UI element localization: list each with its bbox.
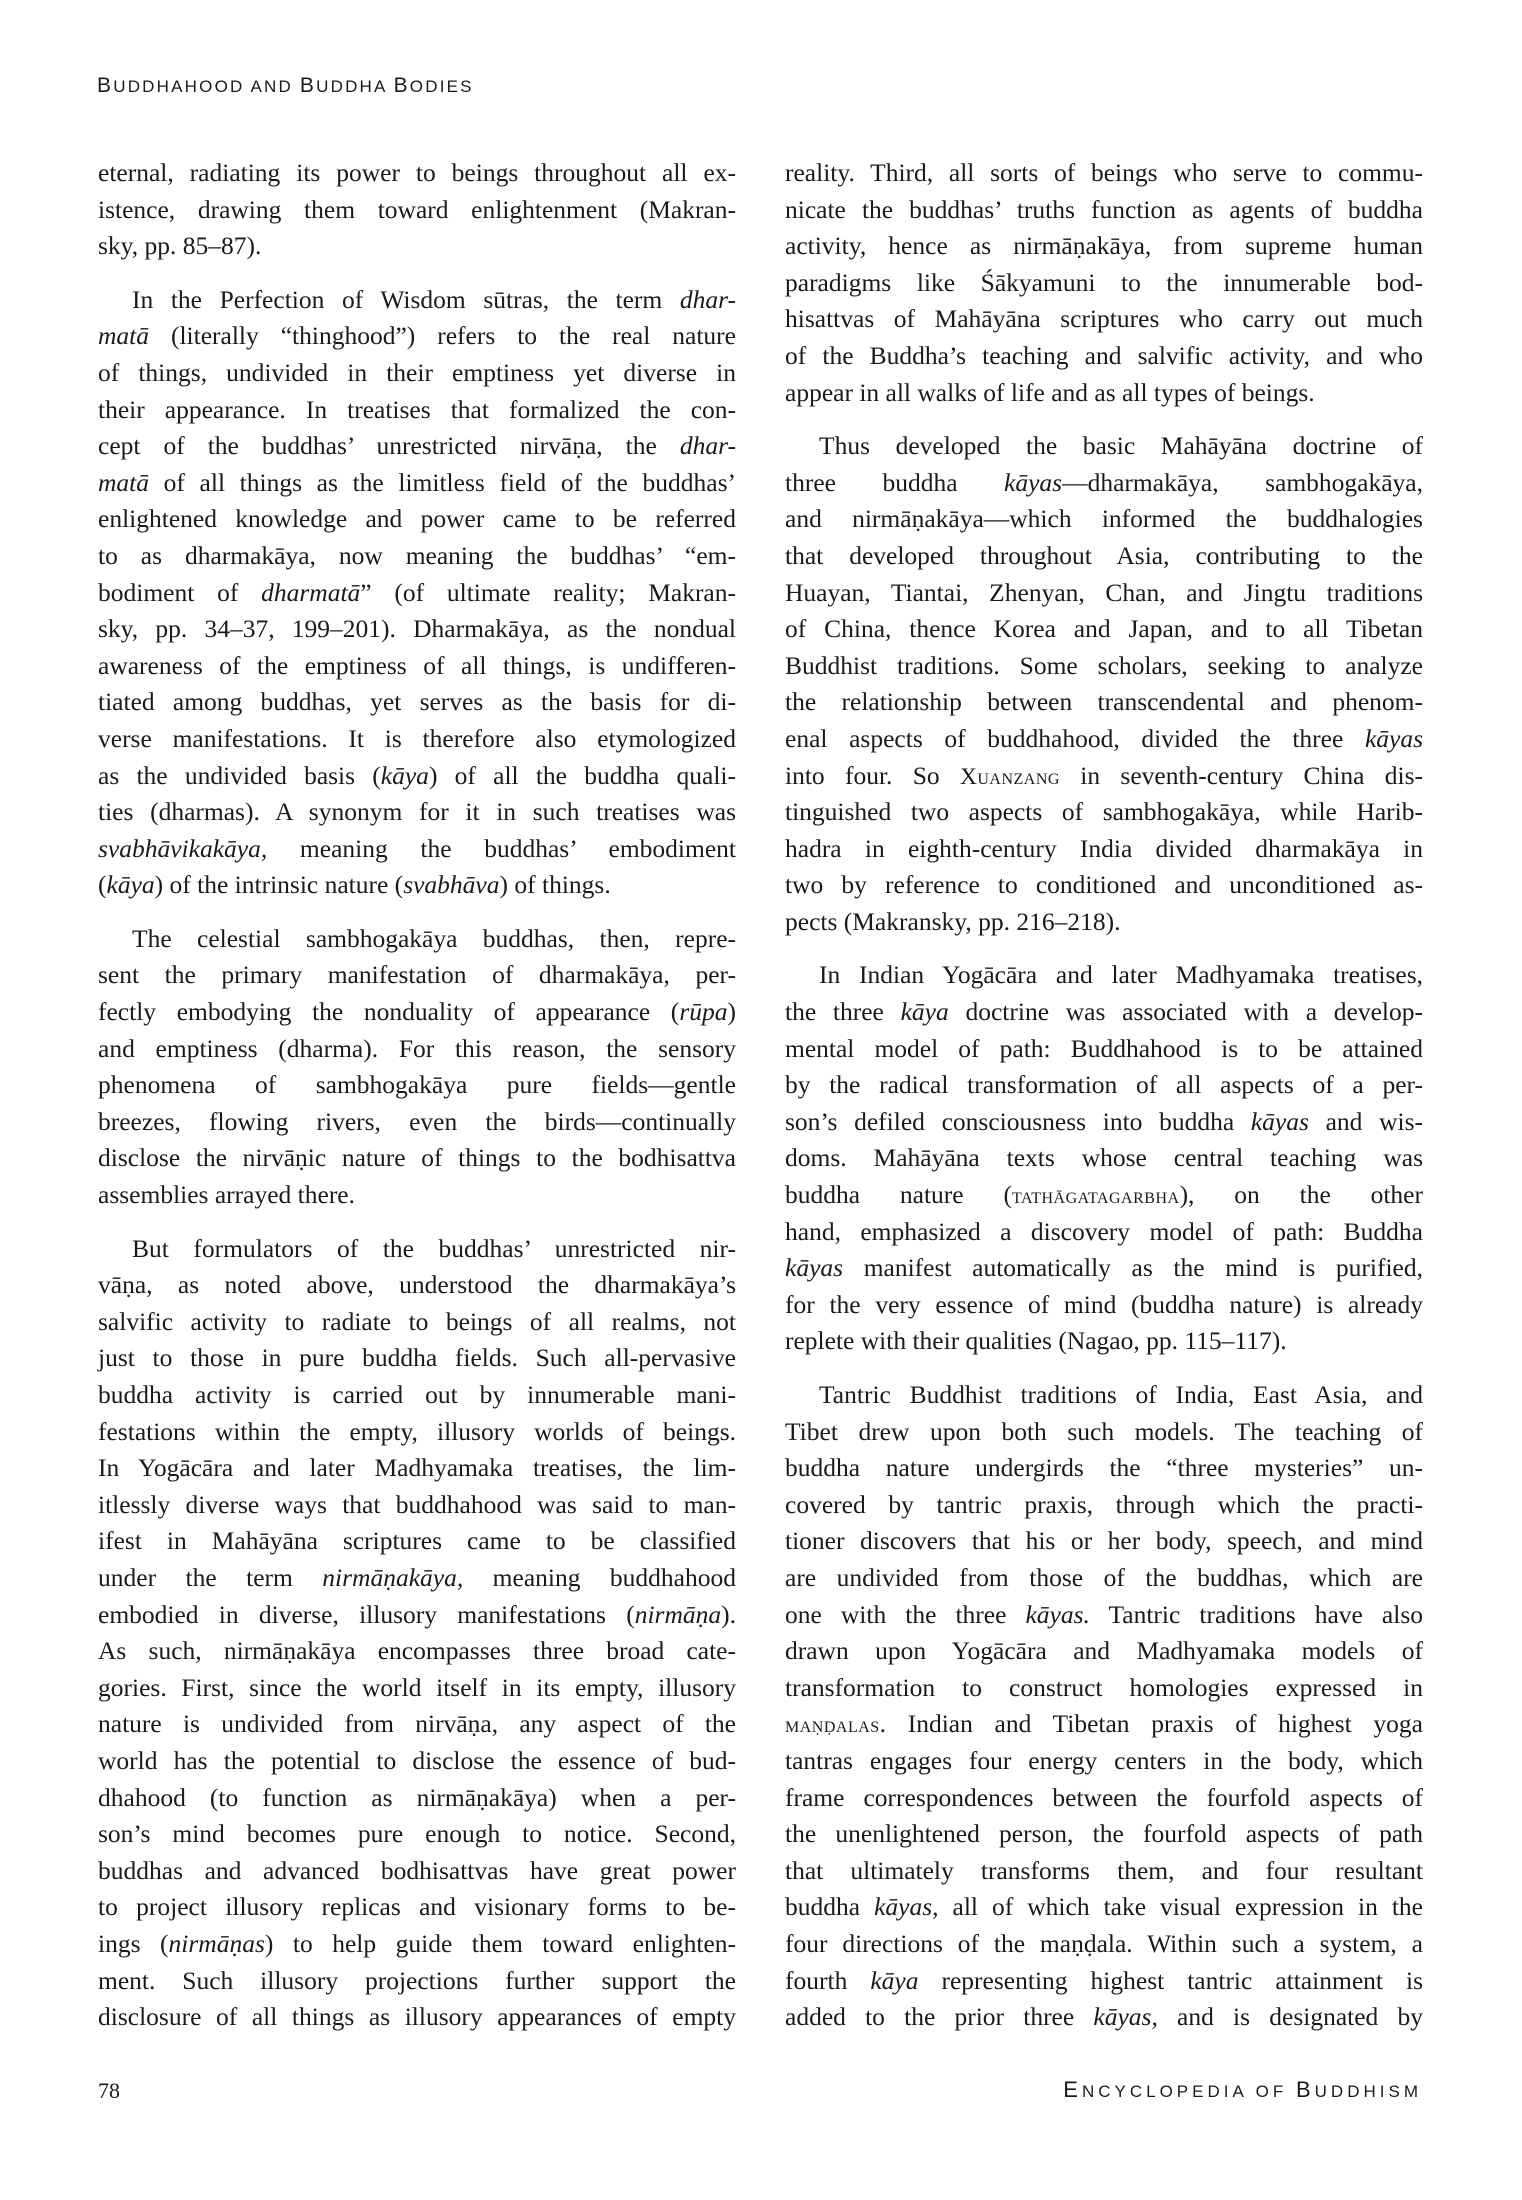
text-line: embodied in diverse, illusory manifestations (nirmāṇa). xyxy=(98,1599,736,1629)
text-line: as the undivided basis (kāya) of all the buddha quali- xyxy=(98,760,737,790)
running-head-text xyxy=(97,74,474,97)
text-line: fectly embodying the nonduality of appearance (rūpa) xyxy=(98,997,736,1027)
paragraph xyxy=(98,1231,736,2036)
text-line: enal aspects of buddhahood, divided the three kāyas xyxy=(785,723,1423,753)
heading-word: BODIES xyxy=(393,74,474,97)
text-line: hadra in eighth-century India divided dharmakāya in xyxy=(785,833,1423,863)
text-line: awareness of the emptiness of all things, is undifferen- xyxy=(98,650,736,680)
text-line: buddhas and advanced bodhisattvas have great power xyxy=(98,1855,736,1885)
text-line: paradigms like Śākyamuni to the innumerable bod- xyxy=(785,267,1423,297)
paragraph xyxy=(785,1377,1423,2036)
left-column xyxy=(98,155,736,2053)
text-line: replete with their qualities (Nagao, pp. 115–117). xyxy=(785,1326,1287,1356)
text-line: sky, pp. 34–37, 199–201). Dharmakāya, as the nondual xyxy=(98,614,736,644)
text-line: that developed throughout Asia, contributing to the xyxy=(785,540,1423,570)
text-line: assemblies arrayed there. xyxy=(98,1180,356,1210)
text-line: buddha kāyas, all of which take visual expression in the xyxy=(785,1892,1423,1922)
publication-title xyxy=(1063,2077,1422,2103)
text-line: that ultimately transforms them, and four resultant xyxy=(785,1855,1423,1885)
text-line: hisattvas of Mahāyāna scriptures who carry out much xyxy=(785,304,1423,334)
text-line: Huayan, Tiantai, Zhenyan, Chan, and Jingtu traditions xyxy=(785,577,1423,607)
paragraph xyxy=(785,428,1423,940)
text-line: into four. So Xuanzang in seventh-century China dis- xyxy=(785,760,1423,790)
paragraph xyxy=(98,282,736,904)
text-line: and emptiness (dharma). For this reason, the sensory xyxy=(98,1033,736,1063)
text-line: one with the three kāyas. Tantric traditions have also xyxy=(785,1599,1423,1629)
paragraph xyxy=(785,155,1423,411)
text-line: buddha nature (tathāgatagarbha), on the other xyxy=(785,1180,1423,1210)
text-line: tiated among buddhas, yet serves as the basis for di- xyxy=(98,687,736,717)
text-line: appear in all walks of life and as all types of beings. xyxy=(785,377,1315,407)
text-line: sky, pp. 85–87). xyxy=(98,231,262,261)
text-line: vāṇa, as noted above, understood the dharmakāya’s xyxy=(98,1270,736,1300)
text-line: Tantric Buddhist traditions of India, East Asia, and xyxy=(819,1380,1423,1409)
text-line: son’s defiled consciousness into buddha kāyas and wis- xyxy=(785,1106,1423,1136)
text-line: and nirmāṇakāya—which informed the buddhalogies xyxy=(785,504,1423,534)
text-line: the relationship between transcendental and phenom- xyxy=(785,687,1423,717)
text-line: In Indian Yogācāra and later Madhyamaka treatises, xyxy=(819,960,1423,990)
text-line: world has the potential to disclose the essence of bud- xyxy=(98,1745,736,1775)
text-line: hand, emphasized a discovery model of path: Buddha xyxy=(785,1216,1423,1246)
text-line: doms. Mahāyāna texts whose central teaching was xyxy=(785,1143,1423,1173)
text-line: son’s mind becomes pure enough to notice. Second, xyxy=(98,1819,736,1849)
text-line: activity, hence as nirmāṇakāya, from supreme human xyxy=(785,231,1423,261)
paragraph xyxy=(98,155,736,265)
text-line: nature is undivided from nirvāṇa, any aspect of the xyxy=(98,1709,736,1739)
text-line: mental model of path: Buddhahood is to be attained xyxy=(785,1033,1423,1063)
text-line: the three kāya doctrine was associated with a develop- xyxy=(785,997,1423,1027)
text-line: transformation to construct homologies expressed in xyxy=(785,1672,1423,1702)
text-line: nicate the buddhas’ truths function as agents of buddha xyxy=(785,194,1423,224)
text-line: two by reference to conditioned and unconditioned as- xyxy=(785,870,1423,900)
text-line: three buddha kāyas—dharmakāya, sambhogakāya, xyxy=(785,467,1423,497)
text-line: maṇḍalas. Indian and Tibetan praxis of highest yoga xyxy=(785,1709,1423,1739)
text-line: buddha activity is carried out by innumerable mani- xyxy=(98,1380,736,1409)
text-line: ment. Such illusory projections further support the xyxy=(98,1965,736,1995)
heading-word: ENCYCLOPEDIA xyxy=(1063,2077,1247,2102)
text-line: matā of all things as the limitless field of the buddhas’ xyxy=(98,467,736,497)
text-line: In Yogācāra and later Madhyamaka treatises, the lim- xyxy=(98,1453,736,1483)
text-line: of things, undivided in their emptiness yet diverse in xyxy=(98,357,736,387)
heading-word: AND xyxy=(250,77,293,96)
text-line: ties (dharmas). A synonym for it in such treatises was xyxy=(98,797,736,827)
text-line: just to those in pure buddha fields. Such all-pervasive xyxy=(98,1343,736,1373)
text-line: disclosure of all things as illusory appearances of empty xyxy=(98,2002,736,2032)
heading-word: BUDDHISM xyxy=(1295,2077,1422,2102)
text-line: sent the primary manifestation of dharmakāya, per- xyxy=(98,960,736,990)
text-line: reality. Third, all sorts of beings who serve to commu- xyxy=(785,158,1423,187)
text-line: Tibet drew upon both such models. The teaching of xyxy=(785,1416,1423,1446)
text-line: tinguished two aspects of sambhogakāya, while Harib- xyxy=(785,797,1423,827)
text-line: As such, nirmāṇakāya encompasses three broad cate- xyxy=(98,1636,736,1666)
text-line: disclose the nirvāṇic nature of things to the bodhisattva xyxy=(98,1143,736,1173)
text-line: pects (Makransky, pp. 216–218). xyxy=(785,906,1121,936)
text-line: svabhāvikakāya, meaning the buddhas’ embodiment xyxy=(98,833,736,863)
text-line: of the Buddha’s teaching and salvific activity, and who xyxy=(785,340,1423,370)
text-line: for the very essence of mind (buddha nature) is already xyxy=(785,1289,1423,1319)
text-line: under the term nirmāṇakāya, meaning buddhahood xyxy=(98,1562,737,1592)
text-line: In the Perfection of Wisdom sūtras, the term dhar- xyxy=(132,284,736,314)
text-line: The celestial sambhogakāya buddhas, then, repre- xyxy=(132,923,736,953)
text-line: tioner discovers that his or her body, speech, and mind xyxy=(785,1526,1423,1556)
text-line: added to the prior three kāyas, and is designated by xyxy=(785,2002,1424,2032)
text-line: kāyas manifest automatically as the mind is purified, xyxy=(785,1253,1423,1283)
text-line: ings (nirmāṇas) to help guide them toward enlighten- xyxy=(98,1928,737,1958)
text-line: drawn upon Yogācāra and Madhyamaka models of xyxy=(785,1636,1423,1666)
text-line: salvific activity to radiate to beings of all realms, not xyxy=(98,1306,736,1336)
text-line: festations within the empty, illusory worlds of beings. xyxy=(98,1416,736,1446)
heading-word: BUDDHA xyxy=(299,74,387,97)
text-line: their appearance. In treatises that formalized the con- xyxy=(98,394,736,424)
right-column xyxy=(785,155,1423,2053)
paragraph xyxy=(98,921,736,1214)
text-line: fourth kāya representing highest tantric attainment is xyxy=(785,1965,1423,1995)
heading-word: OF xyxy=(1255,2082,1288,2101)
text-line: enlightened knowledge and power came to be referred xyxy=(98,504,736,534)
text-line: itlessly diverse ways that buddhahood was said to man- xyxy=(98,1489,736,1519)
text-line: of China, thence Korea and Japan, and to all Tibetan xyxy=(785,614,1423,644)
text-line: dhahood (to function as nirmāṇakāya) when a per- xyxy=(98,1782,736,1812)
text-line: (kāya) of the intrinsic nature (svabhāva) of things. xyxy=(98,870,611,900)
text-line: buddha nature undergirds the “three mysteries” un- xyxy=(785,1453,1423,1483)
text-line: Buddhist traditions. Some scholars, seeking to analyze xyxy=(785,650,1423,680)
text-line: cept of the buddhas’ unrestricted nirvāṇa, the dhar- xyxy=(98,431,736,461)
text-line: to project illusory replicas and visionary forms to be- xyxy=(98,1892,736,1922)
paragraph xyxy=(785,957,1423,1360)
text-line: bodiment of dharmatā” (of ultimate reality; Makran- xyxy=(98,577,736,607)
text-line: four directions of the maṇḍala. Within such a system, a xyxy=(785,1928,1423,1958)
text-line: eternal, radiating its power to beings throughout all ex- xyxy=(98,158,736,187)
text-line: are undivided from those of the buddhas, which are xyxy=(785,1562,1423,1592)
text-line: to as dharmakāya, now meaning the buddhas’ “em- xyxy=(98,540,736,570)
running-head xyxy=(97,74,474,98)
text-line: ifest in Mahāyāna scriptures came to be classified xyxy=(98,1526,736,1556)
text-line: verse manifestations. It is therefore also etymologized xyxy=(98,723,736,753)
heading-word: BUDDHAHOOD xyxy=(97,74,245,97)
text-line: istence, drawing them toward enlightenment (Makran- xyxy=(98,194,736,224)
text-line: But formulators of the buddhas’ unrestricted nir- xyxy=(132,1233,736,1263)
text-line: gories. First, since the world itself in its empty, illusory xyxy=(98,1672,736,1702)
text-line: frame correspondences between the fourfold aspects of xyxy=(785,1782,1423,1812)
text-line: phenomena of sambhogakāya pure fields—gentle xyxy=(98,1070,736,1100)
text-line: tantras engages four energy centers in the body, which xyxy=(785,1745,1423,1775)
text-line: by the radical transformation of all aspects of a per- xyxy=(785,1070,1423,1100)
text-line: covered by tantric praxis, through which the practi- xyxy=(785,1489,1423,1519)
text-line: the unenlightened person, the fourfold aspects of path xyxy=(785,1819,1423,1849)
text-line: matā (literally “thinghood”) refers to the real nature xyxy=(98,321,736,351)
text-line: breezes, flowing rivers, even the birds—continually xyxy=(98,1106,736,1136)
page-number: 78 xyxy=(98,2078,120,2103)
text-line: Thus developed the basic Mahāyāna doctrine of xyxy=(819,431,1423,461)
